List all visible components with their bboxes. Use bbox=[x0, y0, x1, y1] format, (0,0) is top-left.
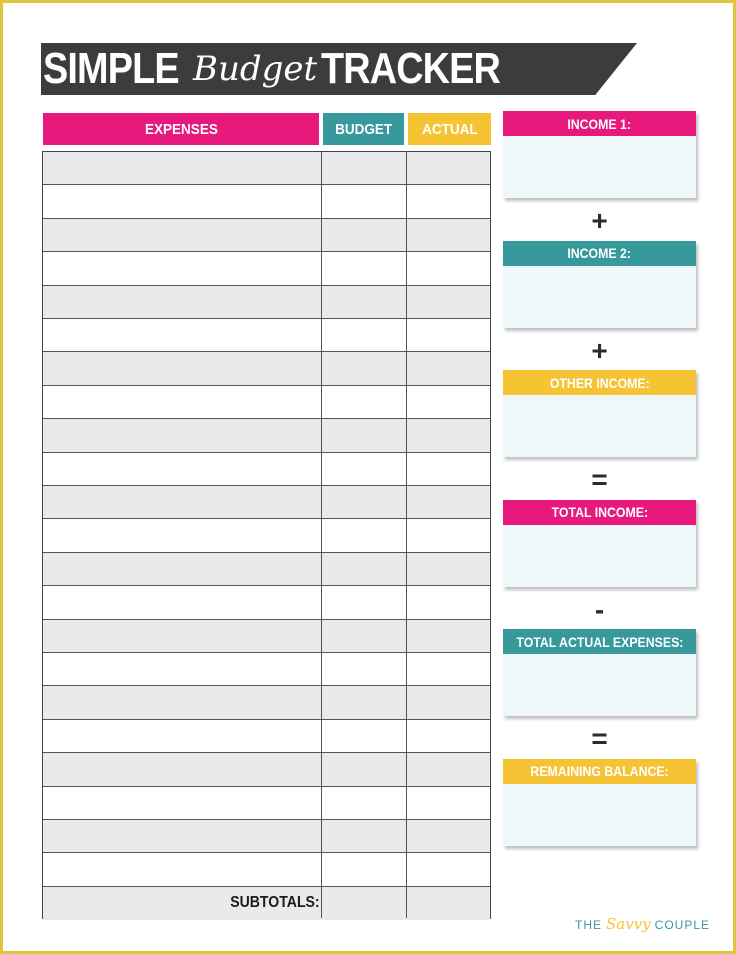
expenses-column-header: EXPENSES bbox=[43, 113, 319, 145]
expense-row[interactable] bbox=[43, 720, 490, 753]
income-card[interactable] bbox=[503, 629, 696, 716]
expense-row[interactable] bbox=[43, 152, 490, 185]
expense-row[interactable] bbox=[43, 286, 490, 319]
expense-row[interactable] bbox=[43, 386, 490, 419]
income-card-label: REMAINING BALANCE: bbox=[503, 759, 696, 784]
expense-row[interactable] bbox=[43, 185, 490, 218]
income-card[interactable] bbox=[503, 500, 696, 587]
expense-row[interactable] bbox=[43, 319, 490, 352]
brand-logo bbox=[575, 915, 710, 933]
expense-row[interactable] bbox=[43, 753, 490, 786]
title-simple: SIMPLE bbox=[43, 44, 179, 93]
income-card[interactable] bbox=[503, 111, 696, 198]
expense-row[interactable] bbox=[43, 820, 490, 853]
expense-row[interactable] bbox=[43, 252, 490, 285]
expense-row[interactable] bbox=[43, 686, 490, 719]
income-card-label: TOTAL ACTUAL EXPENSES: bbox=[503, 629, 696, 654]
income-card[interactable] bbox=[503, 370, 696, 457]
operator-symbol: = bbox=[591, 464, 608, 495]
subtotals-row bbox=[43, 887, 490, 920]
expense-row[interactable] bbox=[43, 853, 490, 886]
income-card-label: TOTAL INCOME: bbox=[503, 500, 696, 525]
expense-row[interactable] bbox=[43, 620, 490, 653]
page-title bbox=[43, 41, 541, 97]
expense-row[interactable] bbox=[43, 219, 490, 252]
expense-row[interactable] bbox=[43, 553, 490, 586]
expense-row[interactable] bbox=[43, 787, 490, 820]
brand-script: Savvy bbox=[606, 915, 651, 933]
brand-suffix: COUPLE bbox=[654, 918, 711, 932]
expense-row[interactable] bbox=[43, 419, 490, 452]
expense-row[interactable] bbox=[43, 653, 490, 686]
expense-row[interactable] bbox=[43, 453, 490, 486]
brand-prefix: THE bbox=[575, 918, 602, 932]
income-card[interactable] bbox=[503, 241, 696, 328]
operator-symbol: = bbox=[591, 723, 608, 754]
column-divider bbox=[406, 152, 407, 918]
expense-row[interactable] bbox=[43, 519, 490, 552]
income-card-label: INCOME 1: bbox=[503, 111, 696, 136]
title-budget-script: Budget bbox=[193, 49, 318, 89]
income-card-label: INCOME 2: bbox=[503, 241, 696, 266]
expense-row[interactable] bbox=[43, 352, 490, 385]
operator-symbol: + bbox=[591, 334, 608, 366]
income-card-label: OTHER INCOME: bbox=[503, 370, 696, 395]
expense-row[interactable] bbox=[43, 486, 490, 519]
title-tracker: TRACKER bbox=[321, 44, 500, 93]
operator-symbol: + bbox=[591, 205, 608, 236]
expense-table bbox=[42, 151, 491, 919]
expense-row[interactable] bbox=[43, 586, 490, 619]
subtotals-label: SUBTOTALS: bbox=[230, 894, 320, 912]
actual-column-header: ACTUAL bbox=[408, 113, 491, 145]
income-card[interactable] bbox=[503, 759, 696, 846]
budget-column-header: BUDGET bbox=[323, 113, 404, 145]
operator-symbol: - bbox=[594, 593, 605, 625]
column-divider bbox=[321, 152, 322, 918]
